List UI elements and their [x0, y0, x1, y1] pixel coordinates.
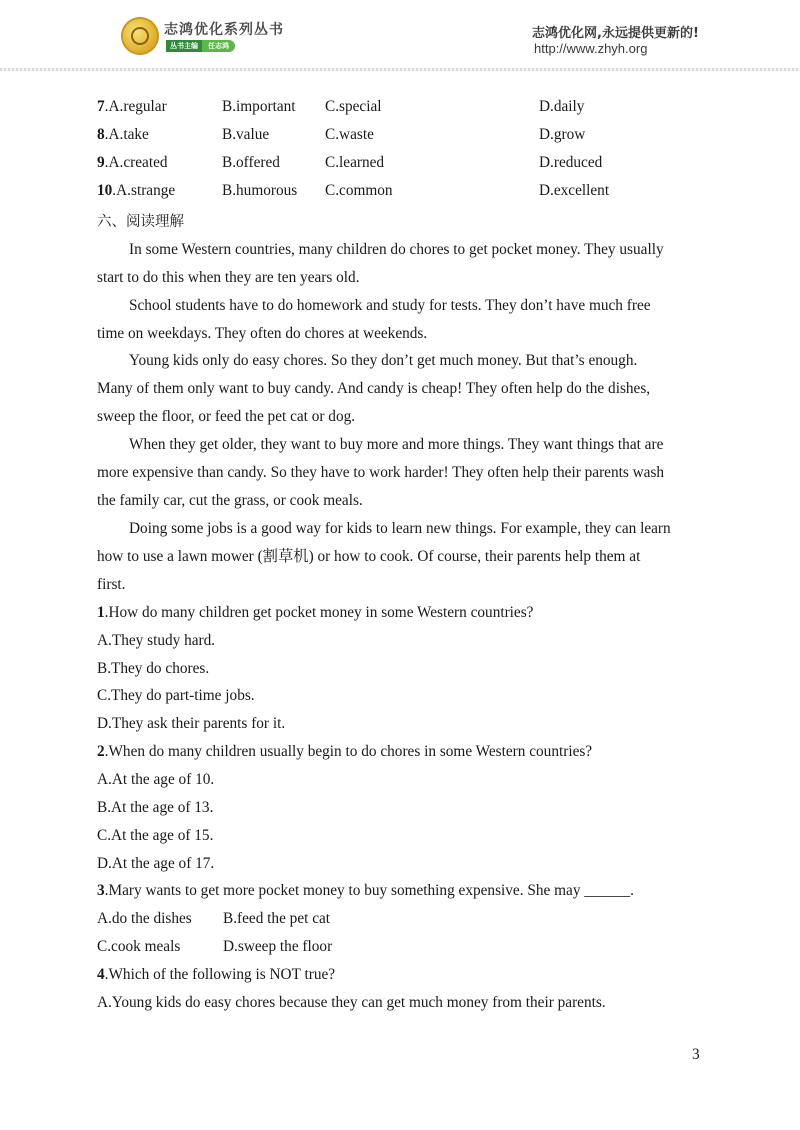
passage-line: Young kids only do easy chores. So they don’t get much money. But that’s enough.: [129, 352, 638, 369]
answer-option: A.They study hard.: [97, 632, 216, 649]
question-stem: [97, 743, 592, 761]
option-b: B.important: [222, 98, 296, 115]
option-a: .A.regular: [104, 98, 167, 115]
question-number: 3: [97, 882, 105, 899]
publisher-logo-icon: [121, 17, 159, 55]
question-stem: [97, 966, 335, 984]
passage-line: start to do this when they are ten years old.: [97, 269, 360, 286]
option-d: D.reduced: [539, 154, 603, 171]
option-c: C.special: [325, 98, 382, 115]
question-number: 7: [97, 98, 105, 115]
question-stem: [97, 882, 634, 900]
question-number: 1: [97, 604, 105, 621]
series-title: 志鸿优化系列丛书: [164, 22, 284, 38]
question-number: 4: [97, 966, 105, 983]
passage-line: In some Western countries, many children do chores to get pocket money. They usually: [129, 241, 664, 258]
option-c: C.learned: [325, 154, 385, 171]
passage-line: time on weekdays. They often do chores at weekends.: [97, 325, 428, 342]
question-text: .Mary wants to get more pocket money to buy something expensive. She may ______.: [104, 882, 635, 899]
page-header: [0, 0, 800, 70]
editor-credit: [166, 40, 235, 52]
answer-option: C.They do part-time jobs.: [97, 687, 255, 704]
passage-line: Many of them only want to buy candy. And candy is cheap! They often help do the dishes,: [97, 380, 651, 397]
section-heading: 六、阅读理解: [97, 214, 184, 230]
answer-option: D.sweep the floor: [223, 938, 333, 955]
question-text: .Which of the following is NOT true?: [104, 966, 336, 983]
question-number: 10: [97, 182, 113, 199]
passage-line: first.: [97, 576, 126, 593]
option-d: D.grow: [539, 126, 586, 143]
question-text: .How do many children get pocket money in some Western countries?: [104, 604, 534, 621]
answer-option: B.feed the pet cat: [223, 910, 331, 927]
passage-line: sweep the floor, or feed the pet cat or dog.: [97, 408, 356, 425]
option-a: .A.take: [104, 126, 149, 143]
question-text: .When do many children usually begin to do chores in some Western countries?: [104, 743, 593, 760]
answer-option: A.do the dishes: [97, 910, 192, 927]
page-number: 3: [692, 1046, 700, 1063]
editor-label: 丛书主编: [166, 40, 202, 52]
answer-option: D.At the age of 17.: [97, 855, 215, 872]
header-divider: [0, 68, 800, 71]
answer-option: D.They ask their parents for it.: [97, 715, 286, 732]
header-url: http://www.zhyh.org: [534, 41, 648, 56]
option-a: .A.created: [104, 154, 168, 171]
question-number: 9: [97, 154, 105, 171]
passage-line: how to use a lawn mower (割草机) or how to cook. Of course, their parents help them at: [97, 548, 641, 565]
answer-option: B.They do chores.: [97, 660, 210, 677]
option-b: B.value: [222, 126, 270, 143]
question-stem: [97, 604, 533, 622]
answer-option: A.At the age of 10.: [97, 771, 215, 788]
option-c: C.common: [325, 182, 393, 199]
answer-option: A.Young kids do easy chores because they can get much money from their parents.: [97, 994, 606, 1011]
passage-line: Doing some jobs is a good way for kids to learn new things. For example, they can learn: [129, 520, 671, 537]
passage-line: the family car, cut the grass, or cook meals.: [97, 492, 363, 509]
editor-name: 任志鸿: [202, 40, 235, 52]
answer-option: C.cook meals: [97, 938, 181, 955]
question-number: 8: [97, 126, 105, 143]
option-a: .A.strange: [112, 182, 176, 199]
option-b: B.offered: [222, 154, 280, 171]
question-number: 2: [97, 743, 105, 760]
option-c: C.waste: [325, 126, 374, 143]
header-slogan: 志鸿优化网,永远提供更新的!: [532, 26, 699, 41]
answer-option: B.At the age of 13.: [97, 799, 214, 816]
option-d: D.excellent: [539, 182, 610, 199]
passage-line: more expensive than candy. So they have to work harder! They often help their parents wash: [97, 464, 665, 481]
passage-line: When they get older, they want to buy more and more things. They want things that are: [129, 436, 664, 453]
option-b: B.humorous: [222, 182, 298, 199]
option-d: D.daily: [539, 98, 585, 115]
answer-option: C.At the age of 15.: [97, 827, 214, 844]
passage-line: School students have to do homework and study for tests. They don’t have much free: [129, 297, 651, 314]
